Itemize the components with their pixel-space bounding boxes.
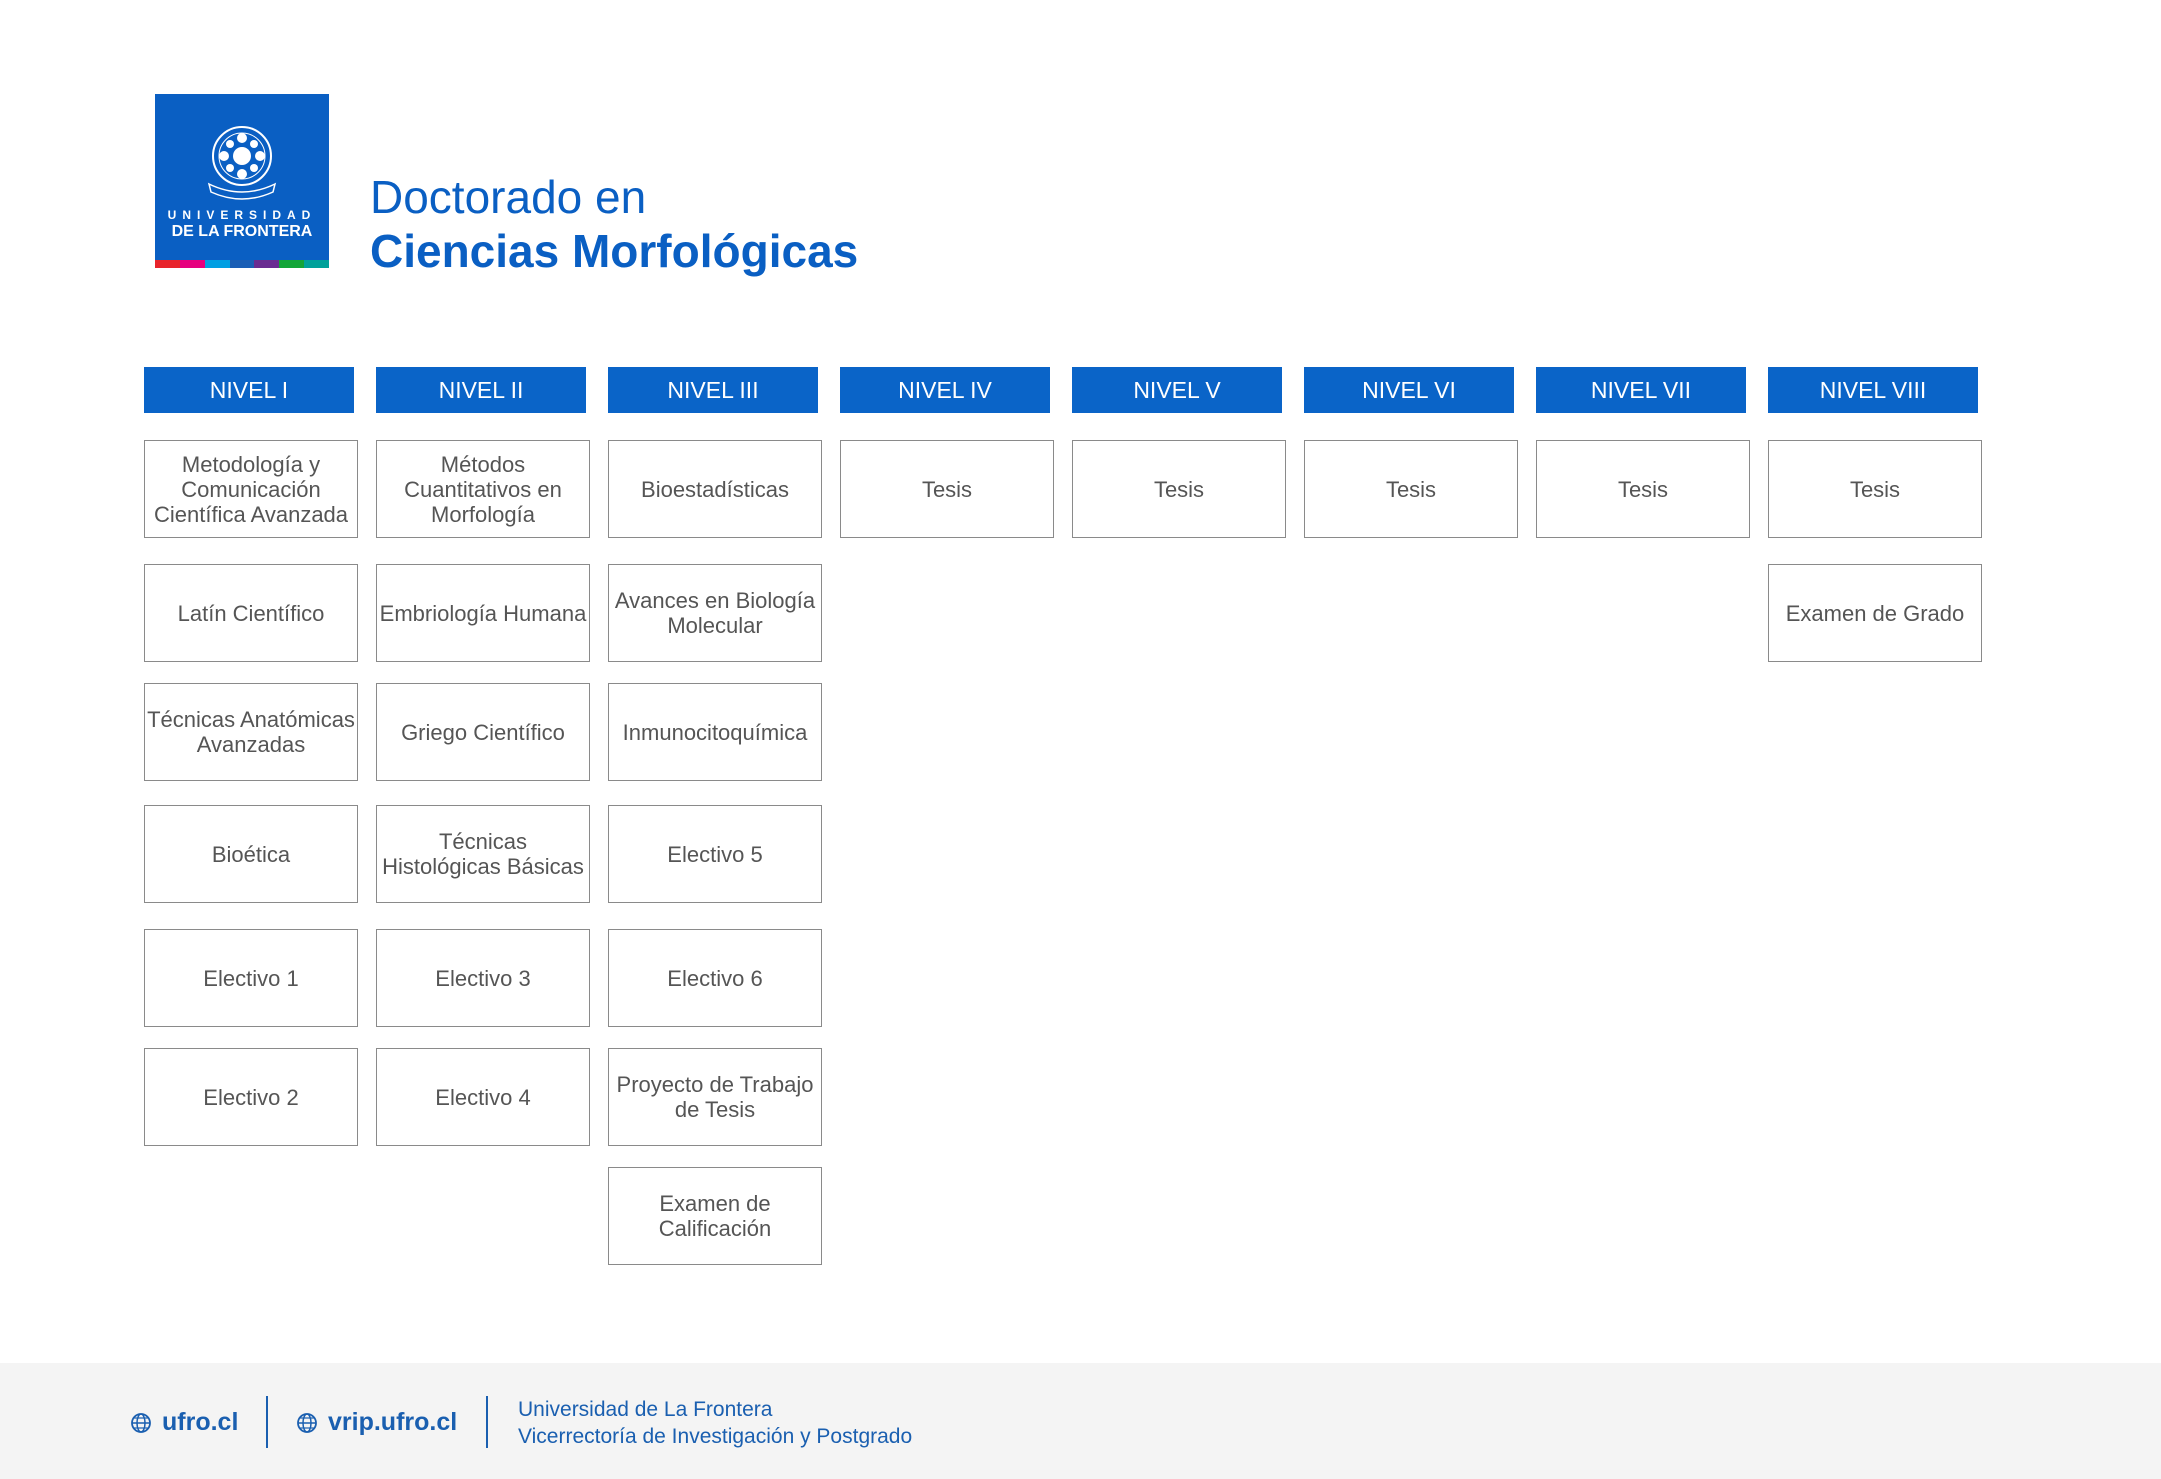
level-header: NIVEL VI	[1304, 367, 1514, 413]
logo-text-line2: DE LA FRONTERA	[171, 223, 313, 240]
logo-stripe	[230, 260, 255, 268]
course-cell: Metodología y Comunicación Científica Avanzada	[144, 440, 358, 538]
university-logo	[155, 94, 329, 268]
course-cell: Tesis	[1072, 440, 1286, 538]
footer-org: Universidad de La Frontera	[518, 1398, 773, 1421]
globe-icon	[130, 1412, 152, 1434]
course-cell: Tesis	[1768, 440, 1982, 538]
course-cell: Electivo 5	[608, 805, 822, 903]
course-cell: Tesis	[840, 440, 1054, 538]
course-cell: Inmunocitoquímica	[608, 683, 822, 781]
course-cell: Examen de Grado	[1768, 564, 1982, 662]
course-cell: Avances en Biología Molecular	[608, 564, 822, 662]
logo-stripe	[205, 260, 230, 268]
logo-text-line1: UNIVERSIDAD	[167, 208, 317, 222]
course-cell: Electivo 6	[608, 929, 822, 1027]
footer-divider	[486, 1396, 488, 1448]
course-cell: Métodos Cuantitativos en Morfología	[376, 440, 590, 538]
level-header: NIVEL II	[376, 367, 586, 413]
course-cell: Tesis	[1536, 440, 1750, 538]
level-header: NIVEL I	[144, 367, 354, 413]
university-seal-icon	[207, 124, 277, 202]
level-header: NIVEL V	[1072, 367, 1282, 413]
course-cell: Electivo 4	[376, 1048, 590, 1146]
footer-dept: Vicerrectoría de Investigación y Postgrado	[518, 1425, 913, 1448]
logo-stripe	[180, 260, 205, 268]
level-header: NIVEL IV	[840, 367, 1050, 413]
footer-link-ufro[interactable]: ufro.cl	[130, 1408, 238, 1437]
course-cell: Bioética	[144, 805, 358, 903]
logo-stripe	[254, 260, 279, 268]
page-title-line1: Doctorado en	[370, 171, 647, 223]
course-cell: Proyecto de Trabajo de Tesis	[608, 1048, 822, 1146]
page-title-line2: Ciencias Morfológicas	[370, 225, 859, 277]
course-cell: Electivo 3	[376, 929, 590, 1027]
level-header: NIVEL VII	[1536, 367, 1746, 413]
course-cell: Electivo 2	[144, 1048, 358, 1146]
course-cell: Latín Científico	[144, 564, 358, 662]
course-cell: Técnicas Anatómicas Avanzadas	[144, 683, 358, 781]
footer-info	[518, 1396, 912, 1450]
course-cell: Técnicas Histológicas Básicas	[376, 805, 590, 903]
course-cell: Tesis	[1304, 440, 1518, 538]
course-cell: Embriología Humana	[376, 564, 590, 662]
course-cell: Griego Científico	[376, 683, 590, 781]
logo-color-stripes	[155, 260, 329, 268]
footer-divider	[266, 1396, 268, 1448]
logo-stripe	[304, 260, 329, 268]
course-cell: Electivo 1	[144, 929, 358, 1027]
course-cell: Examen de Calificación	[608, 1167, 822, 1265]
level-header: NIVEL VIII	[1768, 367, 1978, 413]
logo-stripe	[155, 260, 180, 268]
level-header: NIVEL III	[608, 367, 818, 413]
footer-link-vrip[interactable]: vrip.ufro.cl	[296, 1408, 457, 1437]
globe-icon	[296, 1412, 318, 1434]
course-cell: Bioestadísticas	[608, 440, 822, 538]
logo-stripe	[279, 260, 304, 268]
